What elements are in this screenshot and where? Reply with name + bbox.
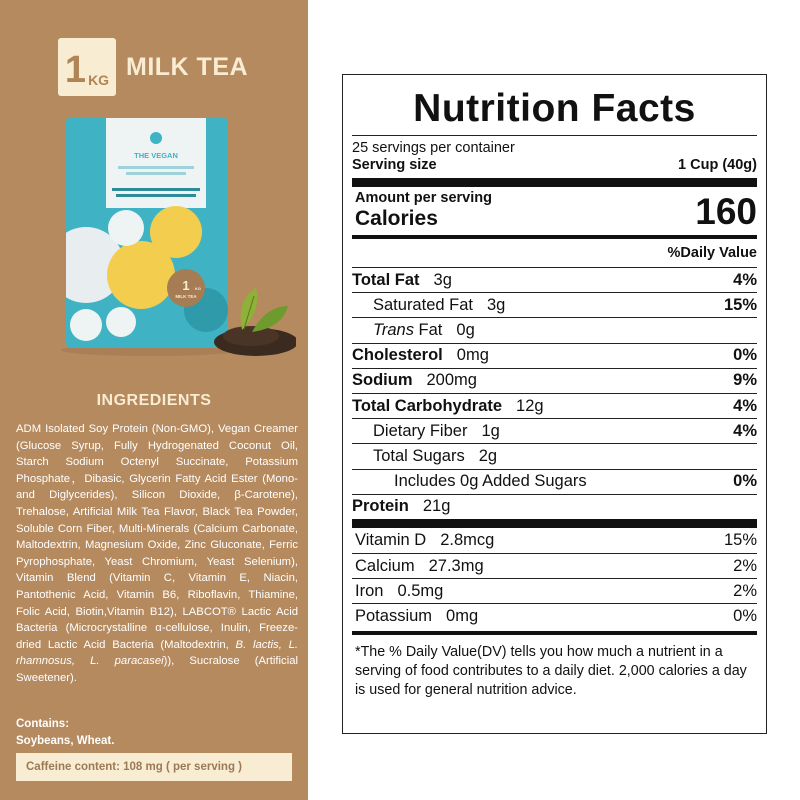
- calories-row: [352, 187, 757, 235]
- nutrient-amount: 0g: [456, 320, 475, 339]
- nutrition-title: Nutrition Facts: [352, 87, 757, 136]
- calories-label: Calories: [355, 207, 438, 230]
- nutrient-label: Includes 0g Added Sugars: [394, 472, 587, 491]
- nutrient-amount: 12g: [516, 396, 544, 415]
- nutrient-label: Fat: [418, 320, 443, 339]
- product-package-image: [56, 110, 296, 360]
- nutrient-dv: 4%: [733, 270, 757, 289]
- nutrient-label: Total Sugars: [373, 446, 465, 465]
- bag-brand: THE VEGAN: [134, 151, 178, 160]
- weight-number: 1: [64, 49, 87, 91]
- vitamin-label: Iron: [355, 581, 384, 600]
- caffeine-content: Caffeine content: 108 mg ( per serving ): [16, 753, 292, 781]
- nutrient-label: Saturated Fat: [373, 295, 473, 314]
- bag-badge-unit: KG: [195, 286, 201, 291]
- nutrient-row-dietary-fiber: [352, 418, 757, 443]
- nutrient-amount: 21g: [422, 497, 451, 516]
- nutrient-dv: 15%: [723, 295, 757, 314]
- vitamin-row-iron: [352, 578, 757, 603]
- product-name: MILK TEA: [126, 52, 249, 81]
- vitamin-label: Vitamin D: [355, 530, 427, 549]
- vitamin-dv: 2%: [733, 581, 757, 600]
- ingredients-text-italic: B. lactis, L. rhamnosus, L. paracasei: [16, 638, 298, 668]
- nutrient-label: Protein: [352, 497, 409, 516]
- nutrient-dv: 9%: [733, 371, 757, 390]
- vitamins-section: [352, 528, 757, 635]
- ingredients-title: INGREDIENTS: [96, 392, 212, 409]
- daily-value-header: %Daily Value: [667, 245, 757, 261]
- nutrient-amount: 0mg: [456, 346, 489, 365]
- contains-value: Soybeans, Wheat.: [16, 735, 115, 747]
- nutrient-amount: 3g: [486, 295, 506, 314]
- nutrient-row-protein: [352, 494, 757, 519]
- contains-label: Contains:: [16, 718, 70, 730]
- serving-size-value: 1 Cup (40g): [678, 157, 757, 173]
- vitamin-label: Potassium: [355, 607, 433, 626]
- nutrient-label: Dietary Fiber: [373, 421, 468, 440]
- nutrient-row-total-carbohydrate: [352, 393, 757, 418]
- nutrient-dv: 4%: [733, 421, 757, 440]
- vitamin-row-calcium: [352, 553, 757, 578]
- vitamin-dv: 0%: [733, 607, 757, 626]
- ingredients-text-main: ADM Isolated Soy Protein (Non-GMO), Vegan Creamer (Glucose Syrup, Fully Hydrogenated Coconut Oil, Starch Sodium Octenyl Succinate, Potassium Phosphate，Dibasic, Glycerin Fatty Acid Ester (Mono-and Diglycerides), Silicon Dioxide, β-Carotene), Trehalose, Artificial Milk Tea Flavor, Black Tea Powder, Soluble Corn Fiber, Multi-Minerals (Calcium Carbonate, Maltodextrin, Magnesium Oxide, Zinc Gluconate, Ferric Pyrophosphate, Yeast Chromium, Yeast Selenium), Vitamin Blend (Vitamin C, Vitamin E, Niacin, Pantothenic Acid, Vitamin B6, Riboflavin, Thiamine, Folic Acid, Biotin,Vitamin B12), LABCOT® Lactic Acid Bacteria (Microcrystalline α-cellulose, Inulin, Freeze-dried Lactic Acid Bacteria (Maltodextrin,: [16, 423, 298, 651]
- nutrition-facts-label: [342, 74, 767, 734]
- nutrient-label: Total Fat: [352, 270, 420, 289]
- nutrient-label: Total Carbohydrate: [352, 396, 503, 415]
- nutrient-amount: 1g: [481, 421, 500, 440]
- vitamin-dv: 2%: [733, 556, 757, 575]
- serving-size-label: Serving size: [352, 157, 437, 173]
- nutrient-row-total-fat: [352, 267, 757, 292]
- amount-per-serving: Amount per serving: [355, 190, 492, 206]
- daily-value-footnote: *The % Daily Value(DV) tells you how much a nutrient in a serving of food contributes to a daily diet. 2,000 calories a day is used for general nutrition advice.: [355, 643, 747, 698]
- nutrient-label: Cholesterol: [352, 346, 443, 365]
- nutrient-row-sodium: [352, 368, 757, 393]
- serving-size-row: [352, 157, 757, 178]
- vitamin-label: Calcium: [355, 556, 415, 575]
- calories-value: 160: [695, 191, 757, 232]
- nutrient-dv: 0%: [733, 346, 757, 365]
- nutrient-row-added-sugars: [352, 469, 757, 494]
- ingredients-text-end: )), Sucralose (Artificial Sweetener).: [16, 655, 298, 684]
- vitamin-amount: 0.5mg: [397, 581, 444, 600]
- nutrient-amount: 200mg: [426, 371, 477, 390]
- nutrient-dv: 0%: [733, 472, 757, 491]
- bag-logo-icon: [150, 132, 162, 144]
- bag-badge-number: 1: [182, 278, 190, 293]
- vitamin-row-vitamin-d: [352, 528, 757, 553]
- vitamin-dv: 15%: [723, 530, 757, 549]
- nutrient-amount: 3g: [433, 270, 452, 289]
- ingredients-text: [16, 421, 298, 687]
- nutrient-amount: 2g: [478, 446, 498, 465]
- weight-unit: KG: [88, 72, 110, 88]
- nutrient-row-trans-fat: [352, 317, 757, 342]
- vitamin-amount: 2.8mcg: [440, 530, 495, 549]
- nutrient-dv: 4%: [733, 396, 757, 415]
- nutrient-row-total-sugars: [352, 443, 757, 468]
- nutrient-row-cholesterol: [352, 343, 757, 368]
- product-header: [58, 38, 248, 96]
- bag-badge-text: MILK TEA: [175, 294, 197, 299]
- nutrient-label-italic: Trans: [373, 320, 414, 339]
- weight-badge: [58, 38, 116, 96]
- vitamin-amount: 0mg: [446, 607, 479, 626]
- product-panel: [0, 0, 308, 800]
- servings-per-container: 25 servings per container: [352, 140, 515, 156]
- vitamin-row-potassium: [352, 603, 757, 628]
- vitamin-amount: 27.3mg: [428, 556, 484, 575]
- nutrient-row-saturated-fat: [352, 292, 757, 317]
- nutrient-label: Sodium: [352, 371, 413, 390]
